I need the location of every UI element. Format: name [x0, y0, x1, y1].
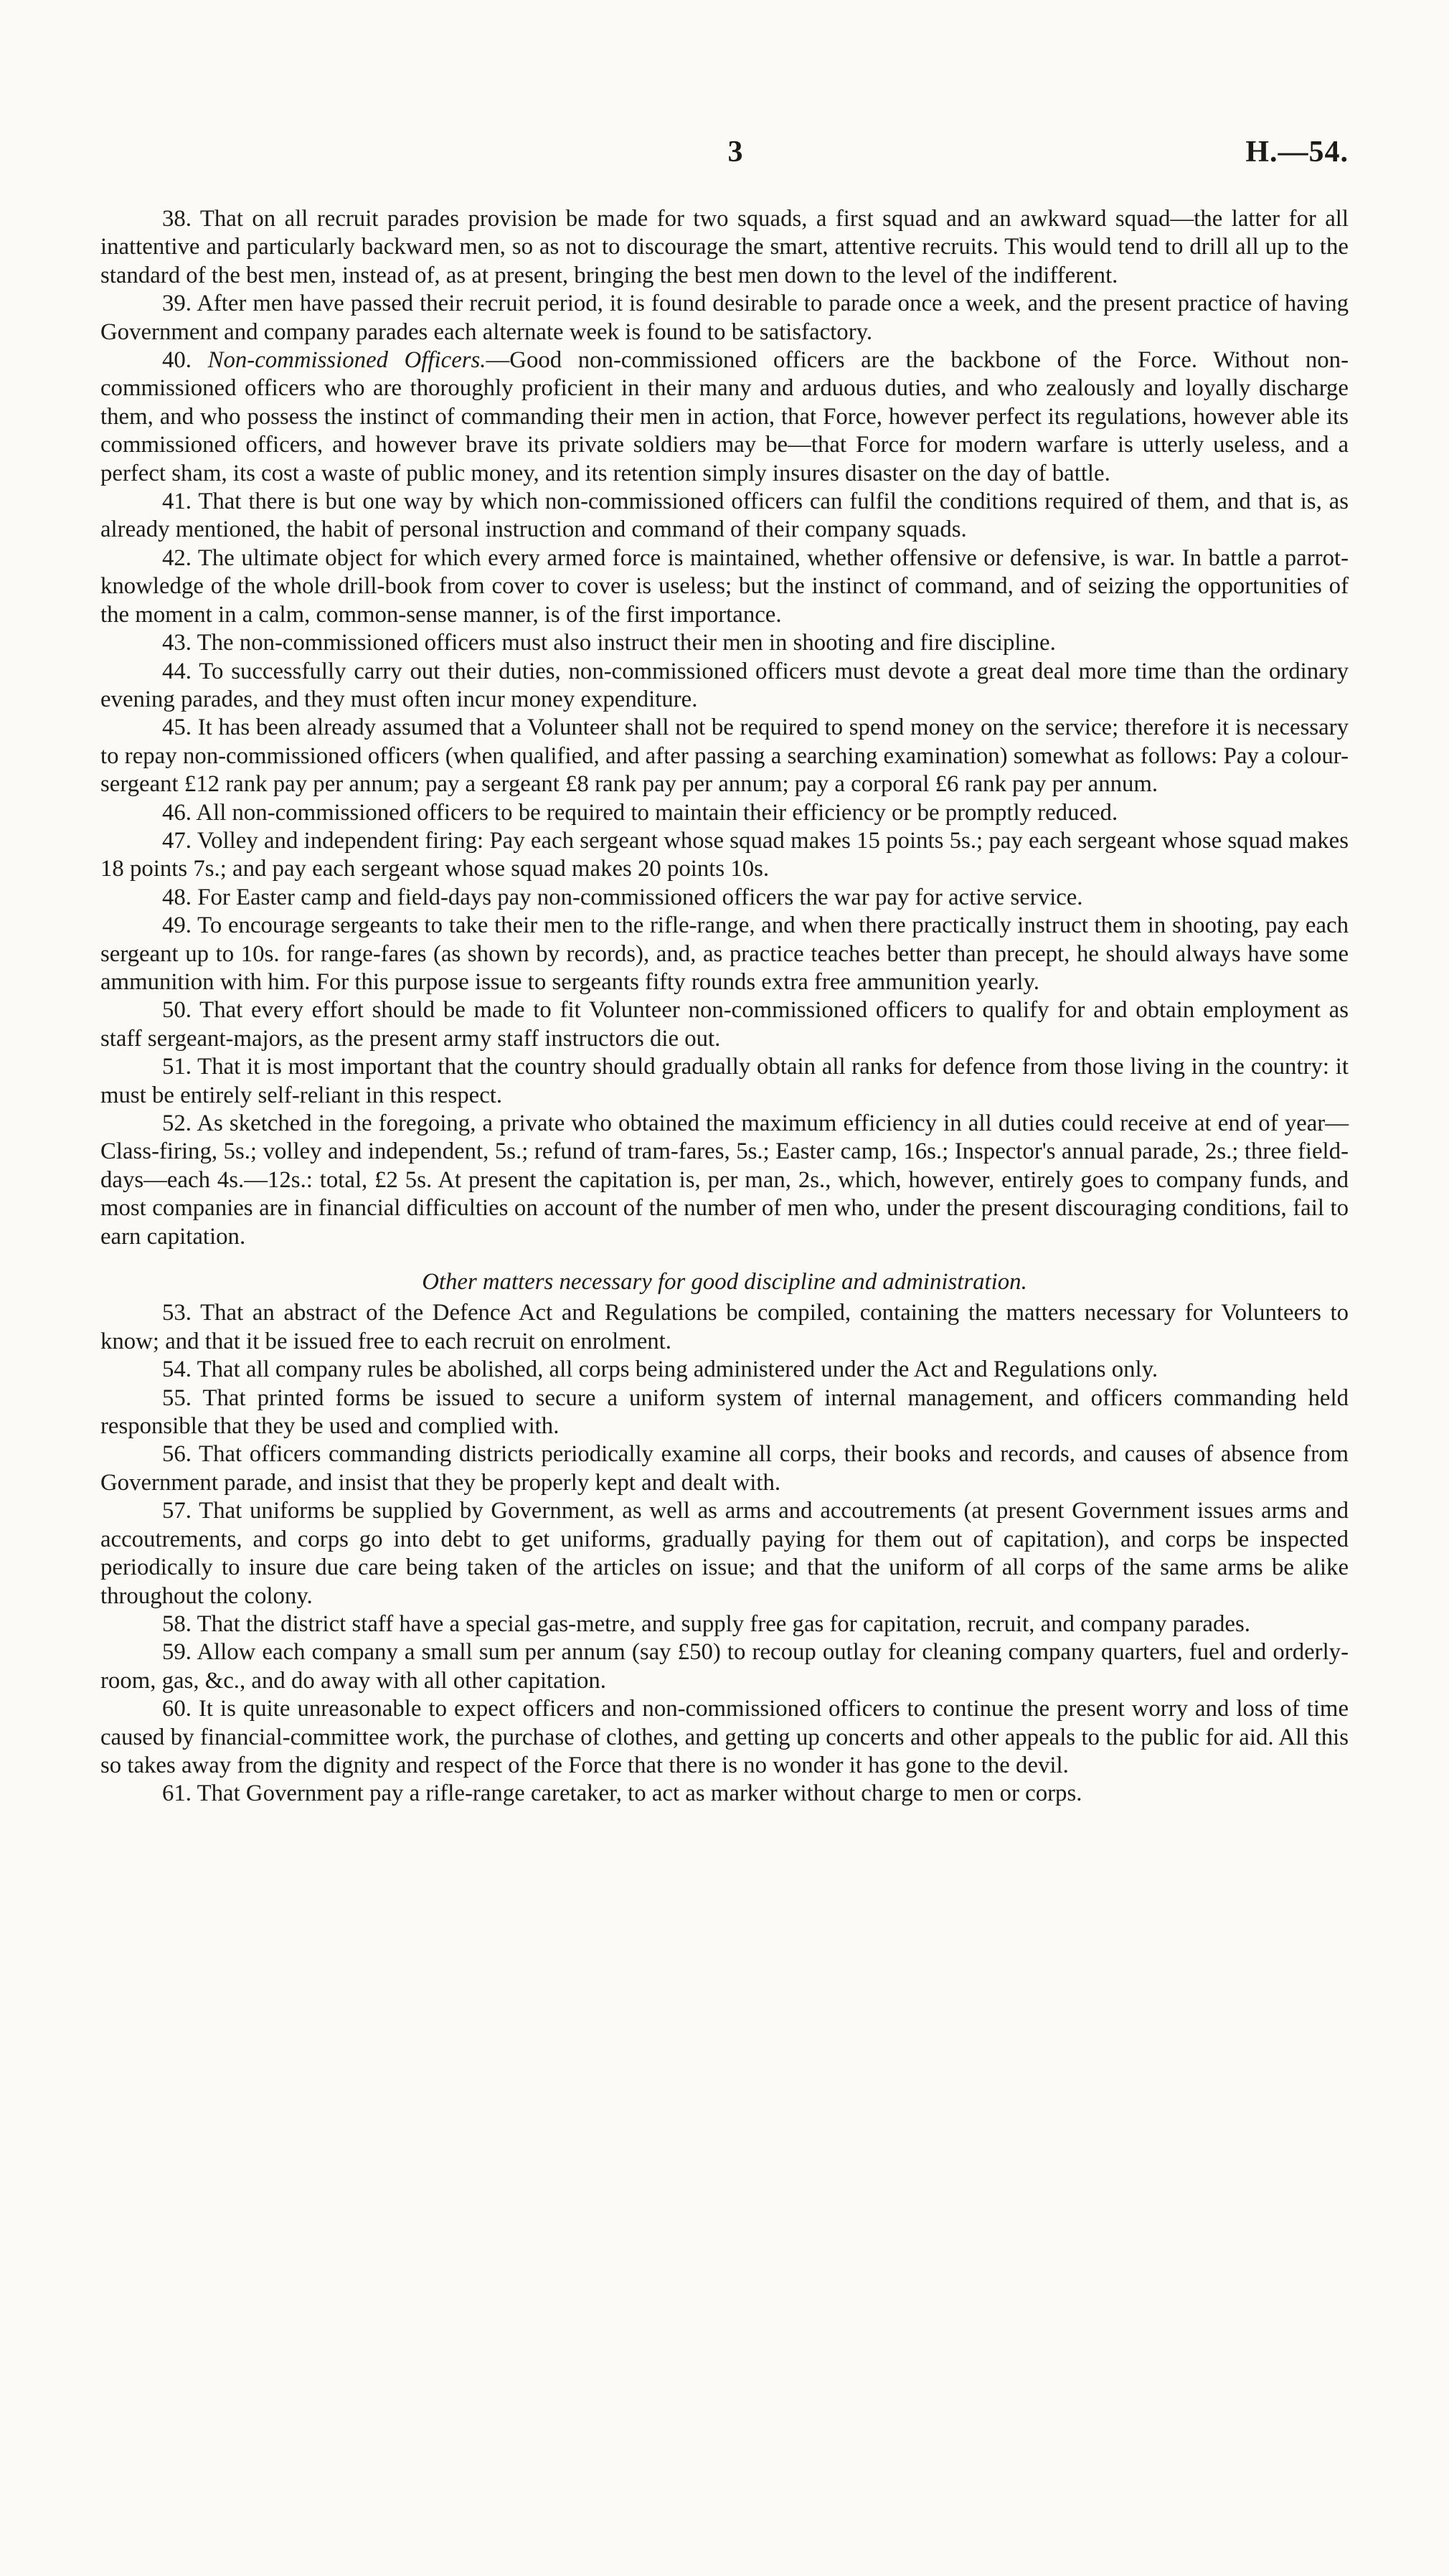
paragraph-42 — [100, 544, 1349, 629]
paragraph-text: That on all recruit parades provision be made for two squads, a first squad and an awkward squad—the latter for all inattentive and particularly backward men, so as not to discourage the smart, attentive recruits. This would tend to drill all up to the standard of the best men, instead of, as at present, bringing the best men down to the level of the indifferent. — [100, 206, 1349, 288]
paragraph-text: That the district staff have a special gas-metre, and supply free gas for capitation, recruit, and company parades. — [197, 1610, 1250, 1637]
paragraph-number: 40. — [162, 347, 192, 374]
paragraph-51 — [100, 1053, 1349, 1110]
paragraph-text: For Easter camp and field-days pay non-commissioned officers the war pay for active service. — [197, 884, 1083, 910]
paragraph-text: It has been already assumed that a Volunteer shall not be required to spend money on the service; therefore it is necessary to repay non-commissioned officers (when qualified, and after passing a searching examination) somewhat as follows: Pay a colour-sergeant £12 rank pay per annum; pay a sergeant £8 rank pay per annum; pay a corporal £6 rank pay per annum. — [100, 714, 1349, 798]
paragraph-61 — [100, 1780, 1349, 1808]
paragraph-number: 50. — [162, 997, 192, 1024]
paragraph-text: That all company rules be abolished, all corps being administered under the Act and Regulations only. — [197, 1357, 1158, 1383]
paragraph-number: 52. — [162, 1110, 192, 1136]
paragraph-46 — [100, 799, 1349, 827]
paragraph-number: 49. — [162, 912, 192, 939]
paragraph-54 — [100, 1356, 1349, 1384]
paragraph-number: 56. — [162, 1441, 192, 1468]
paragraph-56 — [100, 1440, 1349, 1497]
paragraph-text: That printed forms be issued to secure a uniform system of internal management, and officers commanding held responsible that they be used and complied with. — [100, 1384, 1349, 1440]
paragraph-text: As sketched in the foregoing, a private who obtained the maximum efficiency in all duties could receive at end of year—Class-firing, 5s.; volley and independent, 5s.; refund of tram-fares, 5s.; Easter camp, 16s.; Inspector's annual parade, 2s.; three field-days—each 4s.—12s.: total, £2 5s. At present the capitation is, per man, 2s., which, however, entirely goes to company funds, and most companies are in financial difficulties on account of the number of men who, under the present discouraging conditions, fail to earn capitation. — [100, 1110, 1349, 1250]
paragraph-45 — [100, 714, 1349, 798]
paragraph-text: That every effort should be made to fit Volunteer non-commissioned officers to qualify for and obtain employment as staff sergeant-majors, as the present army staff instructors die out. — [100, 997, 1349, 1052]
paragraph-number: 48. — [162, 884, 192, 910]
paragraph-text: That it is most important that the country should gradually obtain all ranks for defence from those living in the country: it must be entirely self-reliant in this respect. — [100, 1054, 1349, 1108]
paragraph-text: The ultimate object for which every armed force is maintained, whether offensive or defensive, is war. In battle a parrot-knowledge of the whole drill-book from cover to cover is useless; but the instinct of command, and of seizing the opportunities of the moment in a calm, common-sense manner, is of the first importance. — [100, 544, 1349, 628]
paragraph-text: That officers commanding districts periodically examine all corps, their books and records, and causes of absence from Government parade, and insist that they be properly kept and dealt with. — [100, 1441, 1349, 1496]
document-reference: H.—54. — [1245, 136, 1349, 169]
paragraph-58 — [100, 1610, 1349, 1638]
page-number: 3 — [727, 136, 743, 169]
paragraph-41 — [100, 488, 1349, 544]
paragraph-53 — [100, 1299, 1349, 1356]
paragraph-number: 55. — [162, 1384, 192, 1411]
paragraph-50 — [100, 996, 1349, 1053]
paragraph-number: 47. — [162, 827, 192, 854]
paragraph-text: To successfully carry out their duties, non-commissioned officers must devote a great deal more time than the ordinary evening parades, and they must often incur money expenditure. — [100, 658, 1349, 712]
paragraph-47 — [100, 827, 1349, 884]
paragraph-number: 38. — [162, 206, 192, 232]
section-heading: Other matters necessary for good discipline and administration. — [422, 1269, 1027, 1296]
paragraph-text: To encourage sergeants to take their men to the rifle-range, and when there practically instruct them in shooting, pay each sergeant up to 10s. for range-fares (as shown by records), and, as practice teaches better than precept, he should always have some ammunition with him. For this purpose issue to sergeants fifty rounds extra free ammunition yearly. — [100, 912, 1349, 995]
paragraph-number: 39. — [162, 291, 192, 317]
paragraph-number: 41. — [162, 489, 192, 515]
paragraph-text: That an abstract of the Defence Act and Regulations be compiled, containing the matters necessary for Volunteers to know; and that it be issued free to each recruit on enrolment. — [100, 1300, 1349, 1354]
paragraph-text: The non-commissioned officers must also instruct their men in shooting and fire discipline. — [197, 630, 1056, 656]
paragraph-text: After men have passed their recruit period, it is found desirable to parade once a week, and the present practice of having Government and company parades each alternate week is found to be satisfactory. — [100, 291, 1349, 345]
paragraph-number: 60. — [162, 1696, 192, 1722]
paragraph-number: 59. — [162, 1639, 192, 1666]
paragraph-text: —Good non-commissioned officers are the backbone of the Force. Without non-commissioned officers who are thoroughly proficient in their many and arduous duties, and who zealously and loyally discharge them, and who possess the instinct of commanding their men in action, that Force, however perfect its regulations, however able its commissioned officers, and however brave its private soldiers may be—that Force for modern warfare is utterly useless, and a perfect sham, its cost a waste of public money, and its retention simply insures disaster on the day of battle. — [100, 347, 1349, 486]
paragraph-59 — [100, 1638, 1349, 1695]
paragraph-39 — [100, 290, 1349, 346]
paragraph-number: 42. — [162, 544, 192, 571]
paragraph-lead-heading: Non-commissioned Officers. — [207, 347, 486, 374]
paragraph-number: 54. — [162, 1357, 192, 1383]
paragraph-group-ncos — [100, 205, 1349, 1251]
paragraph-text: Volley and independent firing: Pay each sergeant whose squad makes 15 points 5s.; pay each sergeant whose squad makes 18 points 7s.; and pay each sergeant whose squad makes 20 points 10s. — [100, 827, 1349, 882]
paragraph-number: 46. — [162, 799, 192, 826]
paragraph-group-administration — [100, 1299, 1349, 1808]
paragraph-number: 45. — [162, 714, 192, 741]
paragraph-44 — [100, 658, 1349, 714]
paragraph-38 — [100, 205, 1349, 290]
paragraph-number: 61. — [162, 1780, 192, 1807]
page-header — [100, 135, 1349, 178]
paragraph-52 — [100, 1110, 1349, 1251]
paragraph-60 — [100, 1695, 1349, 1780]
paragraph-40 — [100, 346, 1349, 488]
paragraph-number: 43. — [162, 630, 192, 656]
paragraph-number: 57. — [162, 1498, 192, 1524]
paragraph-43 — [100, 629, 1349, 657]
paragraph-number: 51. — [162, 1054, 192, 1080]
paragraph-text: All non-commissioned officers to be required to maintain their efficiency or be promptly reduced. — [196, 799, 1118, 826]
paragraph-text: That there is but one way by which non-commissioned officers can fulfil the conditions required of them, and that is, as already mentioned, the habit of personal instruction and command of their company squads. — [100, 489, 1349, 543]
paragraph-text: Allow each company a small sum per annum (say £50) to recoup outlay for cleaning company quarters, fuel and orderly-room, gas, &c., and do away with all other capitation. — [100, 1639, 1349, 1694]
paragraph-number: 58. — [162, 1610, 192, 1637]
paragraph-57 — [100, 1497, 1349, 1610]
paragraph-number: 44. — [162, 658, 192, 684]
paragraph-number: 53. — [162, 1300, 192, 1326]
paragraph-text: That Government pay a rifle-range caretaker, to act as marker without charge to men or corps. — [197, 1780, 1082, 1807]
body-text — [100, 205, 1349, 1808]
paragraph-55 — [100, 1384, 1349, 1441]
paragraph-text: It is quite unreasonable to expect officers and non-commissioned officers to continue the present worry and loss of time caused by financial-committee work, the purchase of clothes, and getting up concerts and other appeals to the public for aid. All this so takes away from the dignity and respect of the Force that there is no wonder it has gone to the devil. — [100, 1696, 1349, 1778]
paragraph-text: That uniforms be supplied by Government, as well as arms and accoutrements (at present Government issues arms and accoutrements, and corps go into debt to get uniforms, gradually paying for them out of capitation), and corps be inspected periodically to insure due care being taken of the articles on issue; and that the uniform of all corps of the same arms be alike throughout the colony. — [100, 1498, 1349, 1609]
paragraph-48 — [100, 884, 1349, 912]
paragraph-49 — [100, 912, 1349, 996]
